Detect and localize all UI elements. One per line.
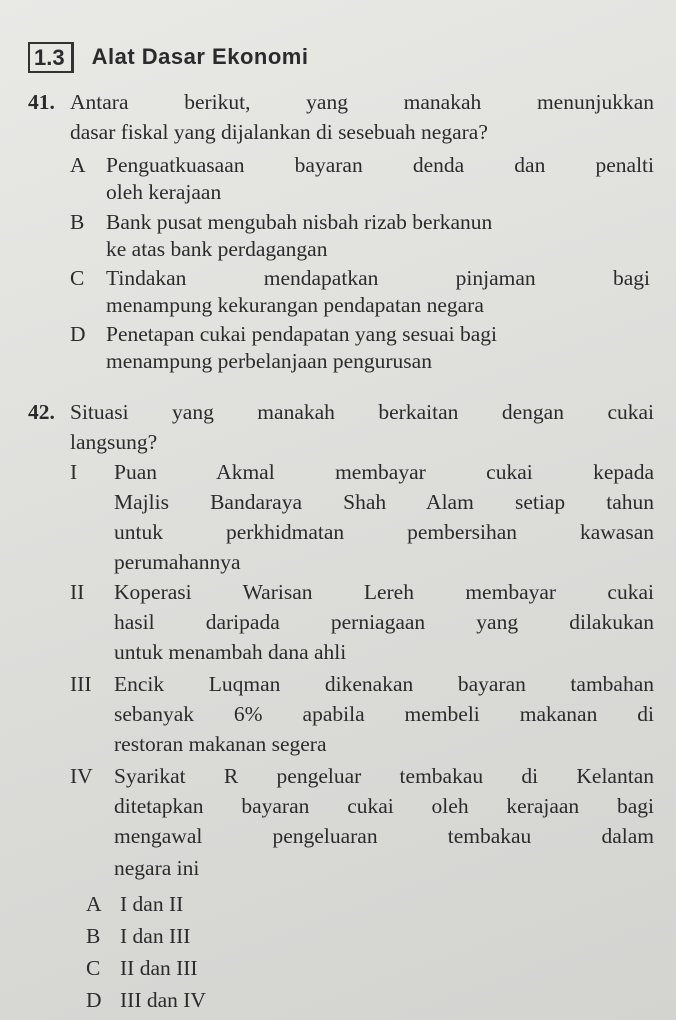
- option-letter: C: [70, 266, 85, 290]
- question-stem-line: Antara berikut, yang manakah menunjukkan: [70, 90, 654, 114]
- statement-text-line: mengawal pengeluaran tembakau dalam: [114, 824, 654, 848]
- statement-text-line: Puan Akmal membayar cukai kepada: [114, 460, 654, 484]
- option-text-line: ke atas bank perdagangan: [106, 237, 328, 261]
- question-number: 41.: [28, 90, 55, 114]
- statement-text-line: Syarikat R pengeluar tembakau di Kelantan: [114, 764, 654, 788]
- option-text-line: oleh kerajaan: [106, 180, 222, 204]
- statement-text-line: Majlis Bandaraya Shah Alam setiap tahun: [114, 490, 654, 514]
- question-number: 42.: [28, 400, 55, 424]
- statement-text-line: ditetapkan bayaran cukai oleh kerajaan bagi: [114, 794, 654, 818]
- option-text: III dan IV: [120, 988, 206, 1012]
- option-letter: B: [86, 924, 101, 948]
- option-text-line: menampung kekurangan pendapatan negara: [106, 293, 484, 317]
- option-letter: D: [86, 988, 102, 1012]
- option-text-line: Penguatkuasaan bayaran denda dan penalti: [106, 153, 654, 177]
- statement-text-line: hasil daripada perniagaan yang dilakukan: [114, 610, 654, 634]
- statement-text-line: untuk menambah dana ahli: [114, 640, 347, 664]
- option-text-line: menampung perbelanjaan pengurusan: [106, 349, 432, 373]
- option-text: I dan II: [120, 892, 184, 916]
- statement-text-line: negara ini: [114, 856, 200, 880]
- option-text-line: Bank pusat mengubah nisbah rizab berkanun: [106, 210, 493, 234]
- section-header: [28, 40, 308, 74]
- statement-text-line: perumahannya: [114, 550, 241, 574]
- section-number: 1.3: [28, 42, 74, 73]
- question-stem-line: Situasi yang manakah berkaitan dengan cukai: [70, 400, 654, 424]
- option-text: II dan III: [120, 956, 198, 980]
- option-text: I dan III: [120, 924, 191, 948]
- statement-text-line: Koperasi Warisan Lereh membayar cukai: [114, 580, 654, 604]
- section-title: Alat Dasar Ekonomi: [91, 44, 309, 69]
- statement-numeral: III: [70, 672, 92, 696]
- statement-text-line: Encik Luqman dikenakan bayaran tambahan: [114, 672, 654, 696]
- statement-text-line: restoran makanan segera: [114, 732, 327, 756]
- statement-text-line: sebanyak 6% apabila membeli makanan di: [114, 702, 654, 726]
- option-letter: A: [70, 153, 86, 177]
- option-text-line: Penetapan cukai pendapatan yang sesuai bagi: [106, 322, 498, 346]
- statement-numeral: II: [70, 580, 85, 604]
- option-letter: A: [86, 892, 102, 916]
- option-letter: B: [70, 210, 85, 234]
- question-stem-line: langsung?: [70, 430, 158, 454]
- statement-numeral: I: [70, 460, 78, 484]
- option-letter: C: [86, 956, 101, 980]
- option-letter: D: [70, 322, 86, 346]
- statement-numeral: IV: [70, 764, 93, 788]
- option-text-line: Tindakan mendapatkan pinjaman bagi: [106, 266, 650, 290]
- question-stem-line: dasar fiskal yang dijalankan di sesebuah negara?: [70, 120, 488, 144]
- statement-text-line: untuk perkhidmatan pembersihan kawasan: [114, 520, 654, 544]
